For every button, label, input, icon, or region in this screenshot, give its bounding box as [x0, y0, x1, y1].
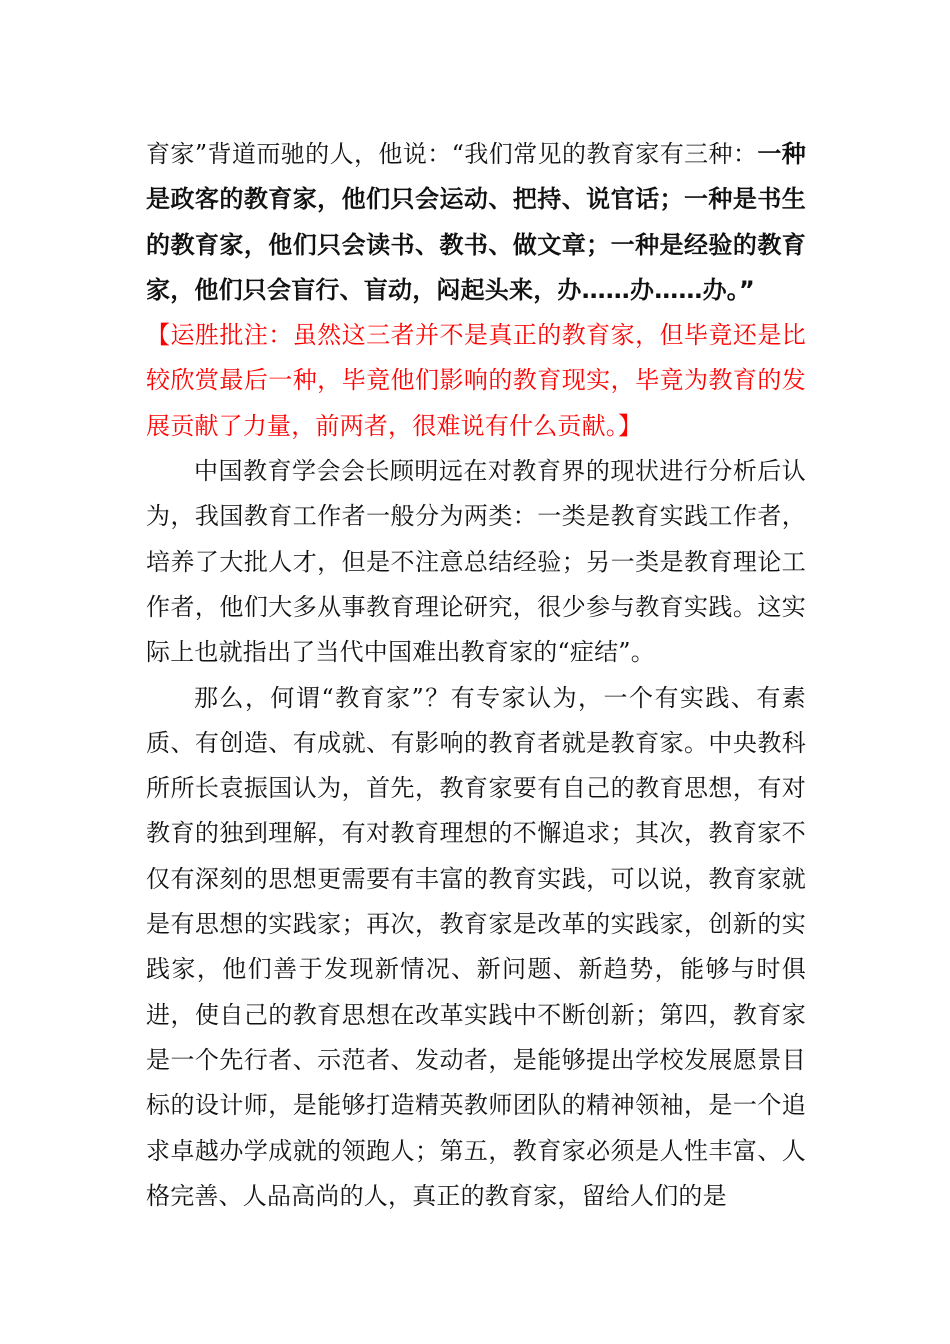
paragraph-definition: 那么，何谓“教育家”？有专家认为，一个有实践、有素质、有创造、有成就、有影响的教育者就是教育家。中央教科所所长袁振国认为，首先，教育家要有自己的教育思想，有对教育的独到理解，有对教育理想的不懈追求；其次，教育家不仅有深刻的思想更需要有丰富的教育实践，可以说，教育家就是有思想的实践家；再次，教育家是改革的实践家，创新的实践家，他们善于发现新情况、新问题、新趋势，能够与时俱进，使自己的教育思想在改革实践中不断创新；第四，教育家是一个先行者、示范者、发动者，是能够提出学校发展愿景目标的设计师，是能够打造精英教师团队的精神领袖，是一个追求卓越办学成就的领跑人；第五，教育家必须是人性丰富、人格完善、人品高尚的人，真正的教育家，留给人们的是: [146, 683, 806, 1210]
annotation-note: 【运胜批注：虽然这三者并不是真正的教育家，但毕竟还是比较欣赏最后一种，毕竟他们影响的教育现实，毕竟为教育的发展贡献了力量，前两者，很难说有什么贡献。】: [146, 321, 806, 440]
paragraph-quote: [146, 132, 806, 313]
paragraph-gu-mingyuan: 中国教育学会会长顾明远在对教育界的现状进行分析后认为，我国教育工作者一般分为两类：一类是教育实践工作者，培养了大批人才，但是不注意总结经验；另一类是教育理论工作者，他们大多从事教育理论研究，很少参与教育实践。这实际上也就指出了当代中国难出教育家的“症结”。: [146, 457, 806, 667]
document-body: [146, 132, 806, 1219]
quote-lead-text: 育家”背道而驰的人，他说：“我们常见的教育家有三种：: [146, 140, 758, 168]
quote-bold-text: 一种是政客的教育家，他们只会运动、把持、说官话；一种是书生的教育家，他们只会读书、教书、做文章；一种是经验的教育家，他们只会盲行、盲动，闷起头来，办……办……办。”: [146, 140, 806, 304]
